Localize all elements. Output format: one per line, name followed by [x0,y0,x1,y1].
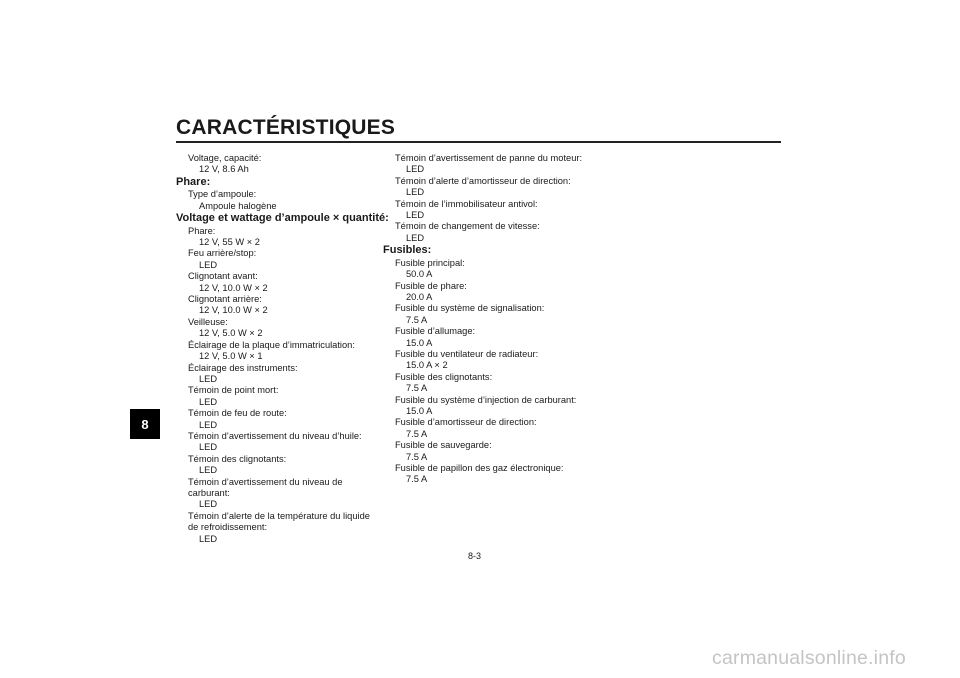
spec-line: LED [406,232,425,243]
spec-line: Témoin d’avertissement du niveau de [188,476,343,487]
spec-line: LED [199,533,218,544]
section-heading: Fusibles: [383,244,432,257]
spec-line: Fusible de sauvegarde: [395,440,492,451]
spec-line: de refroidissement: [188,522,268,533]
spec-line: 50.0 A [406,269,433,280]
spec-line: Témoin de point mort: [188,385,279,396]
title-divider [176,141,781,143]
spec-line: Témoin de feu de route: [188,408,287,419]
spec-line: Témoin des clignotants: [188,453,287,464]
spec-line: LED [199,499,218,510]
spec-line: Fusible du système d’injection de carburant: [395,394,577,405]
page-title: CARACTÉRISTIQUES [176,116,396,139]
spec-line: 15.0 A [406,406,433,417]
spec-line: 7.5 A [406,383,428,394]
spec-line: Phare: [188,225,216,236]
spec-line: 7.5 A [406,451,428,462]
spec-line: Éclairage de la plaque d’immatriculation: [188,339,355,350]
spec-line: Type d’ampoule: [188,189,257,200]
spec-line: Témoin d’avertissement du niveau d’huile: [188,430,362,441]
spec-line: LED [199,419,218,430]
spec-line: Feu arrière/stop: [188,248,257,259]
spec-line: LED [199,373,218,384]
spec-line: Fusible de phare: [395,280,467,291]
spec-line: 7.5 A [406,428,428,439]
spec-line: Éclairage des instruments: [188,362,298,373]
spec-line: Fusible d’amortisseur de direction: [395,417,537,428]
chapter-tab: 8 [130,409,160,439]
spec-line: Fusible de papillon des gaz électronique: [395,463,564,474]
spec-line: 15.0 A × 2 [406,360,448,371]
spec-line: LED [406,164,425,175]
spec-line: 12 V, 5.0 W × 1 [199,351,263,362]
spec-line: 12 V, 8.6 Ah [199,164,249,175]
spec-line: Fusible d’allumage: [395,326,476,337]
spec-line: Témoin d’avertissement de panne du moteur: [395,153,583,163]
spec-line: Fusible principal: [395,257,465,268]
spec-line: Veilleuse: [188,316,228,327]
spec-line: LED [406,210,425,221]
spec-line: 12 V, 10.0 W × 2 [199,282,268,293]
spec-line: 12 V, 55 W × 2 [199,237,260,248]
spec-line: Témoin de l’immobilisateur antivol: [395,198,538,209]
section-heading: Voltage et wattage d’ampoule × quantité: [176,212,389,225]
spec-line: 12 V, 10.0 W × 2 [199,305,268,316]
watermark[interactable]: carmanualsonline.info [712,647,906,669]
spec-line: 7.5 A [406,474,428,485]
spec-line: LED [199,396,218,407]
spec-line: carburant: [188,487,230,498]
spec-line: Clignotant arrière: [188,294,262,305]
spec-line: Fusible du ventilateur de radiateur: [395,349,539,359]
spec-line: LED [199,465,218,476]
left-column [176,153,389,545]
spec-line: Témoin d’alerte de la température du liquide [188,510,370,521]
spec-line: Ampoule halogène [199,200,277,211]
spec-line: Témoin d’alerte d’amortisseur de direction: [395,175,571,186]
spec-line: LED [199,442,218,453]
right-column [383,153,613,486]
spec-line: LED [406,187,425,198]
spec-line: 20.0 A [406,291,433,302]
spec-line: Voltage, capacité: [188,153,262,163]
section-heading: Phare: [176,175,211,188]
spec-line: 7.5 A [406,314,428,325]
spec-line: LED [199,259,218,270]
page-number: 8-3 [468,551,482,561]
spec-line: 15.0 A [406,337,433,348]
spec-line: Témoin de changement de vitesse: [395,221,540,232]
spec-line: 12 V, 5.0 W × 2 [199,328,263,339]
spec-line: Fusible des clignotants: [395,371,493,382]
spec-line: Clignotant avant: [188,271,258,282]
spec-line: Fusible du système de signalisation: [395,303,545,314]
